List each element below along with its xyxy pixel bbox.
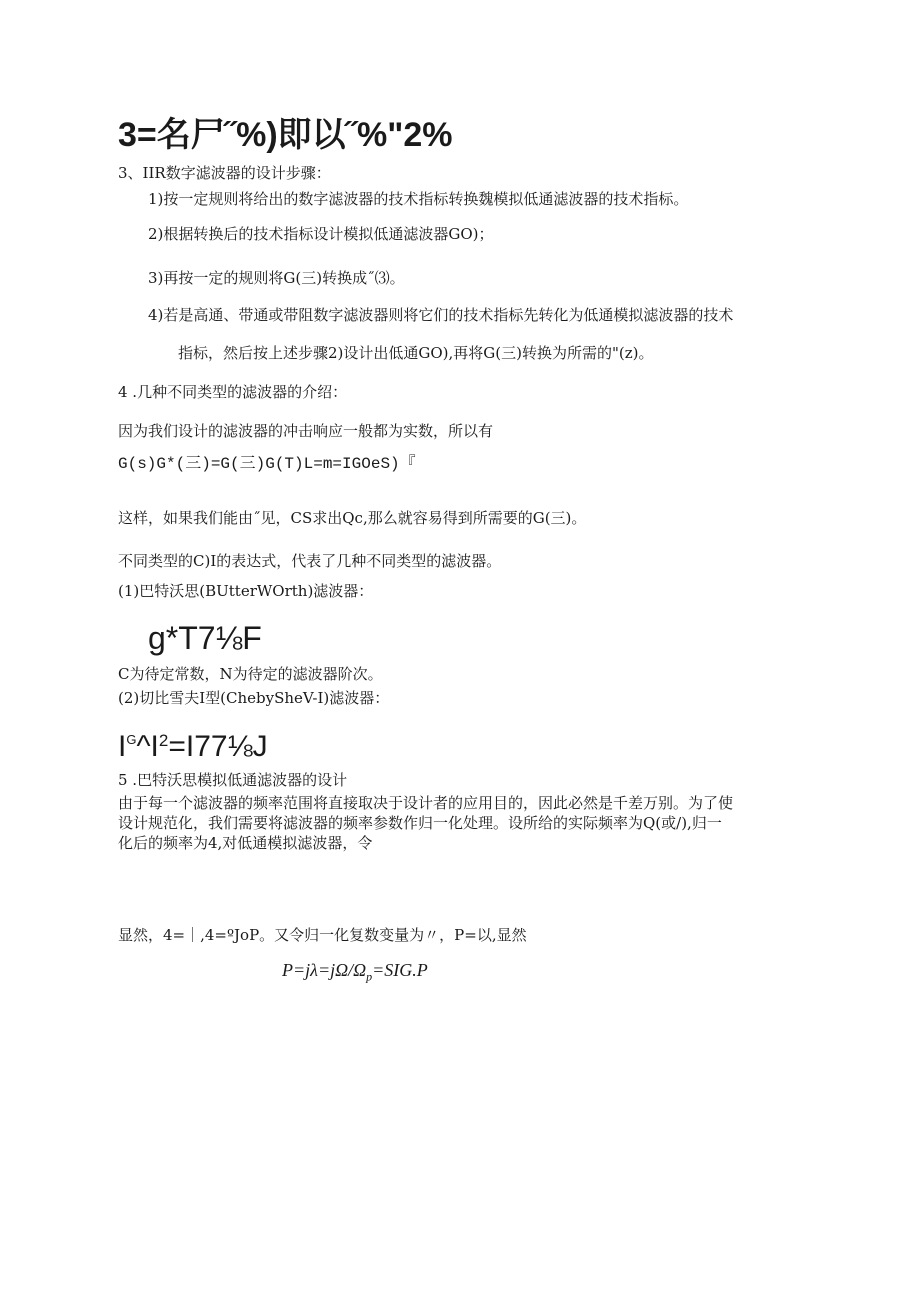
chebyshev-formula-part-c: =I77⅛J (168, 730, 268, 763)
section-5-paragraph (118, 793, 758, 853)
section-5-heading: 5 .巴特沃思模拟低通滤波器的设计 (118, 771, 348, 789)
butterworth-formula: g*T7⅛F (148, 620, 262, 656)
section-5-paragraph-line-2: 设计规范化，我们需要将滤波器的频率参数作归一化处理。设所给的实际频率为Q(或/),归一 (118, 814, 722, 832)
section-3-step-4-line-1: 4)若是高通、带通或带阻数字滤波器则将它们的技术指标先转化为低通模拟滤波器的技术 (148, 306, 734, 324)
chebyshev-formula-sup-1: G (126, 732, 137, 747)
section-4-intro: 因为我们设计的滤波器的冲击响应一般都为实数，所以有 (118, 422, 494, 440)
section-4-heading: 4 .几种不同类型的滤波器的介绍： (118, 383, 348, 401)
chebyshev-formula-sup-2: 2 (158, 731, 169, 750)
section-3-step-4-line-2: 指标，然后按上述步骤2)设计出低通GO),再将G(三)转换为所需的"(z)。 (178, 344, 654, 362)
section-5-obvious-line: 显然，4=｜,4=ºJoP。又令归一化复数变量为〃，P=以,显然 (118, 926, 527, 944)
chebyshev-formula (118, 722, 268, 765)
p-formula-subscript: p (366, 969, 373, 984)
p-formula-part-a: P=jλ=jΩ/Ω (282, 960, 367, 980)
section-5-paragraph-line-3: 化后的频率为4,对低通模拟滤波器，令 (118, 834, 373, 852)
butterworth-heading: (1)巴特沃思(BUtterWOrth)滤波器： (118, 582, 374, 600)
chebyshev-formula-part-b: ^I (136, 730, 159, 763)
section-3-heading: 3、IIR数字滤波器的设计步骤： (118, 164, 331, 182)
section-3-step-2: 2)根据转换后的技术指标设计模拟低通滤波器GO)； (148, 225, 494, 243)
section-3-step-1: 1)按一定规则将给出的数字滤波器的技术指标转换魏模拟低通滤波器的技术指标。 (148, 190, 689, 208)
section-5-paragraph-line-1: 由于每一个滤波器的频率范围将直接取决于设计者的应用目的，因此必然是千差万别。为了使 (118, 794, 734, 812)
section-4-line-3: 不同类型的C)I的表达式，代表了几种不同类型的滤波器。 (118, 552, 502, 570)
section-3-step-3: 3)再按一定的规则将G(三)转换成˝⑶。 (148, 269, 405, 287)
section-5-p-formula (282, 958, 428, 989)
butterworth-note: C为待定常数，N为待定的滤波器阶次。 (118, 665, 383, 683)
section-4-formula: G(s)G*(三)=G(三)G(T)L=m=IGOeS)『 (118, 455, 416, 473)
top-equation (118, 118, 452, 154)
section-4-line-2: 这样，如果我们能由˝见，CS求出Qc,那么就容易得到所需要的G(三)。 (118, 509, 587, 527)
chebyshev-formula-part-a: I (118, 730, 127, 763)
top-equation-text: 3=名尸˝%)即以˝%"2% (118, 116, 453, 154)
chebyshev-heading: (2)切比雪夫I型(ChebySheV-I)滤波器： (118, 689, 390, 707)
p-formula-part-b: =SIG.P (372, 960, 428, 980)
